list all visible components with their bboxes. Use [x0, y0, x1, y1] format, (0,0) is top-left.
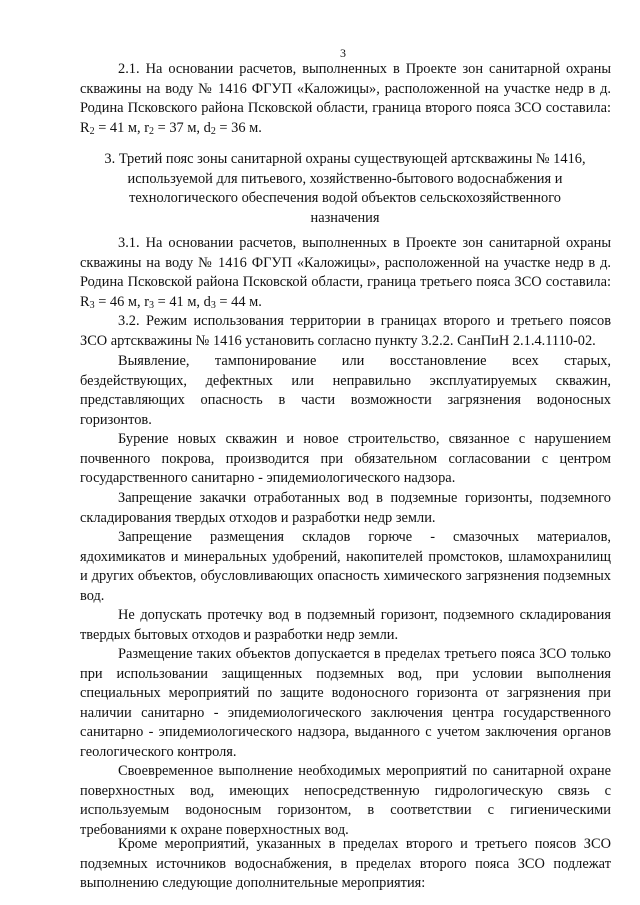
measure-item: Своевременное выполнение необходимых мероприятий по санитарной охране поверхностных вод, имеющих непосредственную гидрологическую связь с используемым водоносным горизонтом, в соответствии с гигиеническими требованиями к охране поверхностных вод. [80, 763, 611, 838]
paragraph-3-2: 3.2. Режим использования территории в границах второго и третьего поясов ЗСО артскважины № 1416 установить согласно пункту 3.2.2. СанПиН 2.1.4.1110-02. [80, 313, 611, 349]
d3-value: = 44 м. [215, 293, 262, 310]
r2-subscript: 2 [89, 125, 95, 137]
d3-subscript: 3 [210, 299, 216, 311]
measure-item: Запрещение закачки отработанных вод в подземные горизонты, подземного складирования твердых отходов и разработки недр земли. [80, 490, 611, 526]
r2-symbol: R [80, 119, 90, 136]
r3-small-symbol: r [144, 293, 150, 310]
d2-value: = 36 м. [215, 119, 262, 136]
paragraph-3-1 [80, 234, 611, 312]
r3-symbol: R [80, 293, 90, 310]
r2-value: = 41 м, [94, 119, 145, 136]
r3-small-subscript: 3 [149, 299, 155, 311]
r3-value: = 46 м, [94, 293, 145, 310]
r2-small-value: = 37 м, [154, 119, 204, 136]
r2-small-symbol: r [144, 119, 150, 136]
measure-item: Размещение таких объектов допускается в пределах третьего пояса ЗСО только при использовании защищенных подземных вод, при условии выполнения специальных мероприятий по защите водоносного горизонта от загрязнения при наличии санитарно - эпидемиологического заключения центра государственного санитарно - эпидемиологического надзора, выданного с учетом заключения органов геологического контроля. [80, 646, 611, 760]
measure-item: Запрещение размещения складов горюче - смазочных материалов, ядохимикатов и минеральных удобрений, накопителей промстоков, шламохранилищ и других объектов, обусловливающих опасность химического загрязнения подземных вод. [80, 529, 611, 604]
paragraph-2-1 [80, 60, 611, 138]
paragraph-3-1-text: 3.1. На основании расчетов, выполненных в Проекте зон санитарной охраны скважины на воду № 1416 ФГУП «Каложицы», расположенной на участке недр в д. Родина Псковской района Псковской области, граница третьего пояса ЗСО составила: [80, 235, 611, 290]
measure-item: Бурение новых скважин и новое строительство, связанное с нарушением почвенного покрова, производится при обязательном согласовании с центром государственного санитарно - эпидемиологического надзора. [80, 431, 611, 486]
paragraph-2-1-text: 2.1. На основании расчетов, выполненных в Проекте зон санитарной охраны скважины на воду № 1416 ФГУП «Каложицы», расположенной на участке недр в д. Родина Псковского района Псковской области, граница второго пояса ЗСО составила: [80, 61, 611, 116]
r2-small-subscript: 2 [149, 125, 155, 137]
d2-symbol: d [203, 119, 211, 136]
measure-item: Выявление, тампонирование или восстановление всех старых, бездействующих, дефектных или неправильно эксплуатируемых скважин, представляющих опасность в части возможности загрязнения водоносных горизонтов. [80, 353, 611, 428]
section-3-heading: 3. Третий пояс зоны санитарной охраны существующей артскважины № 1416, используемой для питьевого, хозяйственно-бытового водоснабжения и технологического обеспечения водой объектов сельскохозяйственного назначения [104, 151, 586, 226]
page-number: 3 [340, 46, 346, 60]
r3-subscript: 3 [89, 299, 95, 311]
d3-symbol: d [203, 293, 211, 310]
final-paragraph: Кроме мероприятий, указанных в пределах второго и третьего поясов ЗСО подземных источников водоснабжения, в пределах второго пояса ЗСО подлежат выполнению следующие дополнительные мероприятия: [80, 836, 611, 891]
measure-item: Не допускать протечку вод в подземный горизонт, подземного складирования твердых бытовых отходов и разработки недр земли. [80, 607, 611, 643]
d2-subscript: 2 [210, 125, 216, 137]
r3-small-value: = 41 м, [154, 293, 204, 310]
